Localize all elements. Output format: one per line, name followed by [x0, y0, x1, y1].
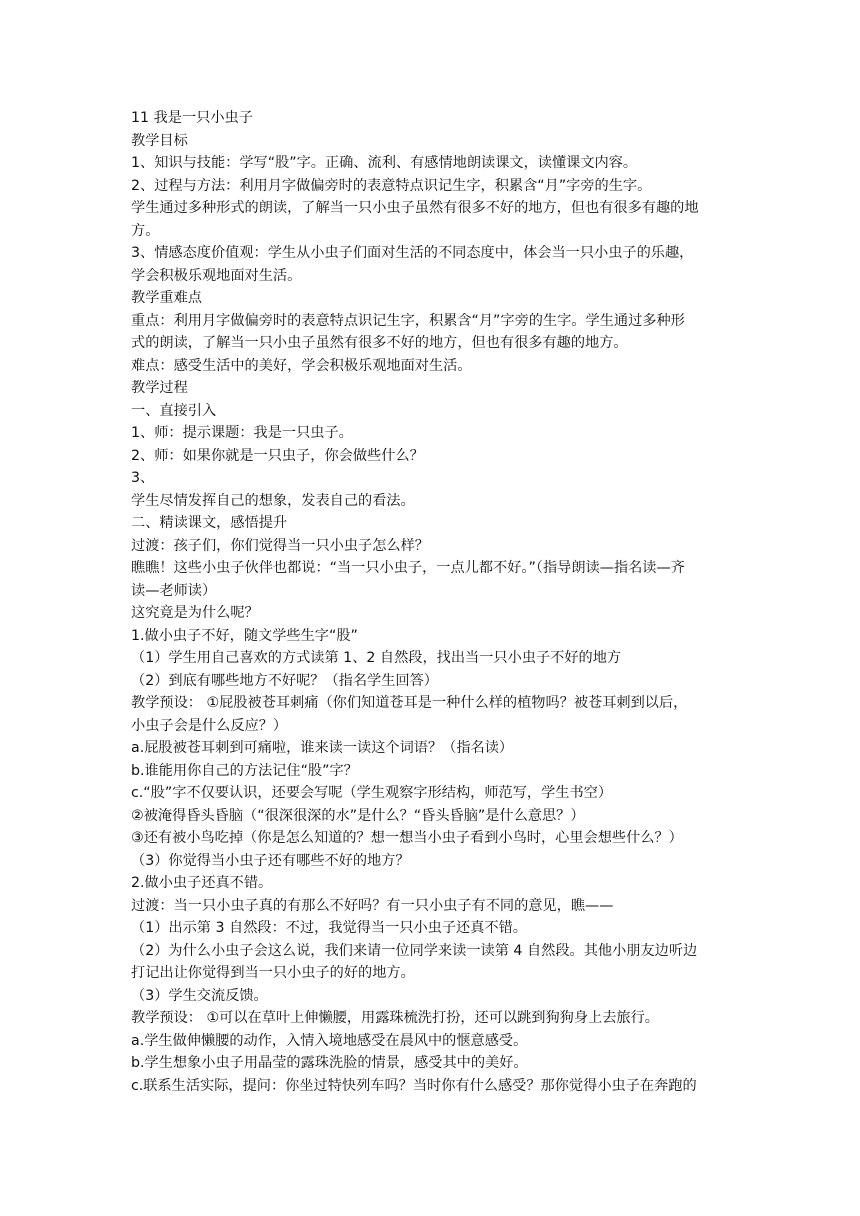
text-line: （3）你觉得当小虫子还有哪些不好的地方？	[131, 852, 410, 869]
text-line: 3、情感态度价值观：学生从小虫子们面对生活的不同态度中，体会当一只小虫子的乐趣，	[131, 245, 694, 261]
text-line: （3）学生交流反馈。	[131, 987, 268, 1004]
text-line: b.学生想象小虫子用晶莹的露珠洗脸的情景，感受其中的美好。	[131, 1055, 528, 1071]
text-line: 1、师：提示课题：我是一只虫子。	[131, 425, 353, 441]
text-line: a.学生做伸懒腰的动作，入情入境地感受在晨风中的惬意感受。	[131, 1032, 528, 1049]
text-line: 打记出让你觉得到当一只小虫子的好的地方。	[131, 965, 415, 981]
text-line: 2、师：如果你就是一只虫子，你会做些什么？	[131, 447, 424, 464]
text-line: c.“股”字不仅要认识，还要会写呢（学生观察字形结构，师范写，学生书空）	[131, 785, 613, 801]
text-line: 学生通过多种形式的朗读，了解当一只小虫子虽然有很多不好的地方，但也有很多有趣的地	[131, 200, 699, 216]
text-line: c.联系生活实际，提问：你坐过特快列车吗？当时你有什么感受？那你觉得小虫子在奔跑的	[131, 1077, 697, 1094]
section-heading-goals: 教学目标	[131, 132, 188, 149]
text-line: 读—老师读）	[131, 582, 217, 599]
text-line: ③还有被小鸟吃掉（你是怎么知道的？想一想当小虫子看到小鸟时，心里会想些什么？）	[131, 830, 683, 846]
section-heading-keypoints: 教学重难点	[131, 290, 202, 306]
text-line: 过渡：当一只小虫子真的有那么不好吗？有一只小虫子有不同的意见，瞧——	[131, 897, 614, 914]
subsection-heading: 一、直接引入	[131, 402, 217, 419]
text-line: 难点：感受生活中的美好，学会积极乐观地面对生活。	[131, 357, 472, 374]
text-line: （2）为什么小虫子会这么说，我们来请一位同学来读一读第 4 自然段。其他小朋友边听边	[131, 942, 698, 959]
text-line: 2.做小虫子还真不错。	[131, 875, 273, 891]
text-line: 瞧瞧！这些小虫子伙伴也都说：“当一只小虫子，一点儿都不好。”（指导朗读—指名读—齐	[131, 560, 685, 576]
lesson-title: 11 我是一只小虫子	[131, 110, 253, 126]
text-line: 学会积极乐观地面对生活。	[131, 267, 302, 284]
text-line: 学生尽情发挥自己的想象，发表自己的看法。	[131, 492, 415, 509]
text-line: 1.做小虫子不好，随文学些生字“股”	[131, 627, 358, 644]
text-line: a.屁股被苍耳刺到可痛啦，谁来读一读这个词语？（指名读）	[131, 740, 514, 756]
text-line: 方。	[131, 222, 160, 239]
text-line: 这究竟是为什么呢？	[131, 605, 259, 621]
text-line: 式的朗读，了解当一只小虫子虽然有很多不好的地方，但也有很多有趣的地方。	[131, 335, 628, 351]
text-line: 教学预设： ①屁股被苍耳刺痛（你们知道苍耳是一种什么样的植物吗？被苍耳刺到以后，	[131, 695, 688, 711]
text-line: （1）学生用自己喜欢的方式读第 1、2 自然段，找出当一只小虫子不好的地方	[131, 650, 622, 666]
section-heading-process: 教学过程	[131, 380, 188, 396]
text-line: （2）到底有哪些地方不好呢？（指名学生回答）	[131, 672, 438, 689]
subsection-heading: 二、精读课文，感悟提升	[131, 515, 288, 531]
text-line: 小虫子会是什么反应？）	[131, 717, 288, 734]
text-line: 3、	[131, 470, 155, 486]
text-line: 重点：利用月字做偏旁时的表意特点识记生字，积累含“月”字旁的生字。学生通过多种形	[131, 312, 685, 329]
text-line: 教学预设： ①可以在草叶上伸懒腰，用露珠梳洗打扮，还可以跳到狗狗身上去旅行。	[131, 1010, 659, 1026]
text-line: 1、知识与技能：学写“股”字。正确、流利、有感情地朗读课文，读懂课文内容。	[131, 155, 638, 171]
text-line: b.谁能用你自己的方法记住“股”字？	[131, 762, 358, 779]
text-line: （1）出示第 3 自然段：不过，我觉得当一只小虫子还真不错。	[131, 920, 527, 936]
text-line: 2、过程与方法：利用月字做偏旁时的表意特点识记生字，积累含“月”字旁的生字。	[131, 177, 652, 194]
text-line: 过渡：孩子们，你们觉得当一只小虫子怎么样？	[131, 537, 429, 554]
text-line: ②被淹得昏头昏脑（“很深很深的水”是什么？“昏头昏脑”是什么意思？）	[131, 807, 585, 824]
document-page	[131, 107, 741, 1097]
